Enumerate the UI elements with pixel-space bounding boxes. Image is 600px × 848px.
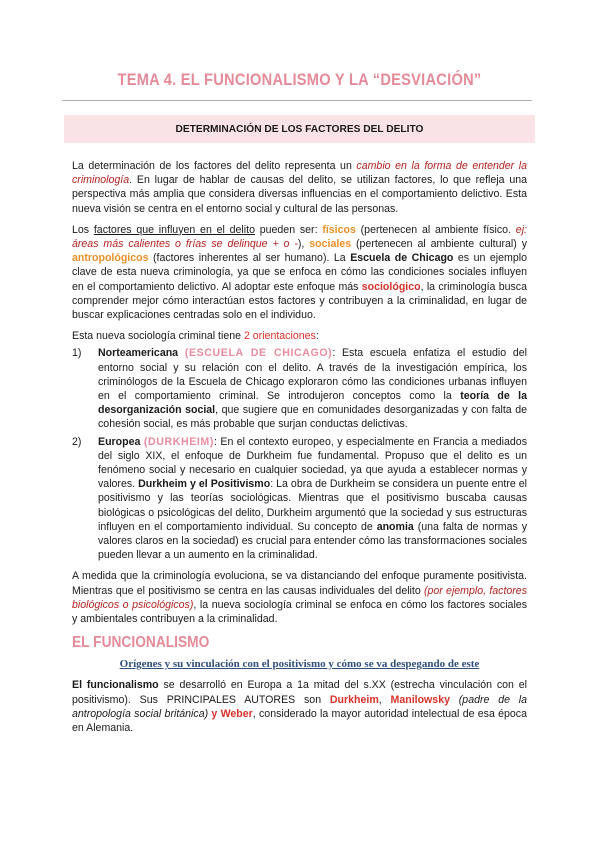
bold-term: Europea (98, 435, 141, 448)
bold-term: anomia (376, 520, 414, 533)
text-run: (factores inherentes al ser humano). La (148, 252, 351, 265)
author-manilowsky: Manilowsky (390, 693, 450, 706)
text-run: La determinación de los factores del delito representa un (72, 160, 357, 172)
text-run: pueden ser: (254, 223, 323, 236)
bold-term: Escuela de Chicago (350, 252, 454, 265)
text-run: , (378, 693, 391, 706)
page-title: TEMA 4. EL FUNCIONALISMO Y LA “DESVIACIÓN” (117, 70, 482, 89)
highlight-text: 2 orientaciones (243, 330, 316, 343)
text-run: : En el contexto europeo, y especialmente en Francia a mediados del siglo XIX, el enfoque de Durkheim fue fundamental. Propuso que el delito es un fenómeno social y necesario en cualquier sociedad, ya que ayuda a establecer normas y valores. (98, 435, 527, 491)
text-run: Los (72, 223, 94, 236)
author-durkheim: Durkheim (329, 693, 379, 706)
list-item (72, 435, 527, 563)
subheading: Orígenes y su vinculación con el positivismo y cómo se va despegando de este (119, 658, 480, 671)
tag-text: (DURKHEIM) (143, 435, 214, 448)
text-run: (pertenecen al ambiente cultural) y (351, 238, 527, 251)
text-run: se desarrolló en Europa a 1a mitad del s.XX (estrecha vinculación con el positivismo). Sus PRINCIPALES AUTORES son (72, 679, 528, 706)
example-text: (por ejemplo, factores biológicos o psicológicos) (72, 584, 527, 611)
text-run: , la nueva sociología criminal se enfoca en cómo los factores sociales y ambientales contribuyen a la criminalidad. (72, 598, 527, 626)
keyword-sociologico: sociológico (361, 280, 421, 293)
text-run: , que sugiere que en comunidades desorganizadas y con falta de cohesión social, es más probable que surjan conductas delictivas. (98, 404, 527, 431)
text-run: . En lugar de hablar de causas del delito, se utilizan factores, lo que refleja una perspectiva más amplia que considera diversas influencias en el comportamiento delictivo. Esta nueva visión se centra en el entorno social y cultural de las personas. (72, 174, 527, 215)
keyword-sociales: sociales (309, 238, 352, 251)
example-text: ej: áreas más calientes o frías se delinque + o - (72, 223, 527, 251)
bold-term: Norteamericana (98, 347, 179, 360)
paragraph-funcionalismo (72, 678, 527, 735)
author-weber: Weber (220, 707, 253, 720)
paragraph-criminology-shift (72, 159, 527, 216)
paragraph-factors (72, 223, 527, 322)
document-page (72, 70, 527, 735)
text-run: (una falta de normas y valores claros en la sociedad) es crucial para entender cómo las transformaciones sociales pueden llevar a un aumento en la criminalidad. (98, 520, 527, 562)
text-run: Esta nueva sociología criminal tiene (72, 330, 244, 343)
text-run: , la criminología busca comprender mejor cómo interactúan estos factores y contribuyen a la criminalidad, en lugar de buscar explicaciones centradas solo en el individuo. (72, 280, 527, 322)
orientations-list (72, 346, 527, 562)
text-run: y (208, 707, 221, 720)
tag-text: (ESCUELA DE CHICAGO) (184, 347, 333, 360)
bold-term: Durkheim y el Positivismo (138, 478, 271, 491)
text-run: : Esta escuela enfatiza el estudio del entorno social y su relación con el delito. A través de la investigación empírica, los criminólogos de la Escuela de Chicago exploraron cómo las condiciones urbanas influyen en el comportamiento criminal. Se introdujeron conceptos como la (98, 347, 527, 403)
paragraph-orientations (72, 329, 527, 343)
text-run: ), (297, 238, 310, 251)
keyword-antropologicos: antropológicos (72, 252, 149, 265)
paragraph-evolution (72, 569, 527, 626)
text-run: : La obra de Durkheim se considera un puente entre el positivismo y las teorías sociológicas. Mientras que el positivismo buscaba causas biológicas o psicológicas del delito, Durkheim argumentó que la sociedad y sus estructuras influyen en el comportamiento individual. Su concepto de (98, 478, 527, 533)
list-item (72, 346, 527, 431)
text-run: es un ejemplo clave de esta nueva criminología, ya que se enfoca en cómo las condiciones sociales influyen en el comportamiento delictivo. Al adoptar este enfoque más (72, 252, 527, 293)
text-run: A medida que la criminología evoluciona, se va distanciando del enfoque puramente positivista. Mientras que el positivismo se centra en las causas individuales del delito (72, 570, 527, 597)
title-divider (62, 100, 532, 101)
text-run: (pertenecen al ambiente físico. (355, 223, 516, 236)
italic-note: (padre de la antropología social británica) (72, 693, 528, 720)
list-number: 1) (72, 347, 82, 360)
emphasis-text: cambio en la forma de entender la criminología (72, 160, 527, 187)
section-heading: DETERMINACIÓN DE LOS FACTORES DEL DELITO (175, 123, 424, 135)
text-run: : (315, 330, 319, 343)
bold-term: teoría de la desorganización social (98, 390, 527, 417)
text-run (178, 347, 185, 359)
list-number: 2) (72, 435, 82, 448)
section-heading-band (64, 115, 535, 143)
bold-term: El funcionalismo (72, 679, 159, 692)
keyword-fisicos: físicos (322, 223, 356, 236)
section-heading-funcionalismo: EL FUNCIONALISMO (72, 634, 210, 652)
underlined-text: factores que influyen en el delito (93, 223, 255, 236)
text-run: , considerado la mayor autoridad intelectual de esa época en Alemania. (72, 707, 527, 734)
